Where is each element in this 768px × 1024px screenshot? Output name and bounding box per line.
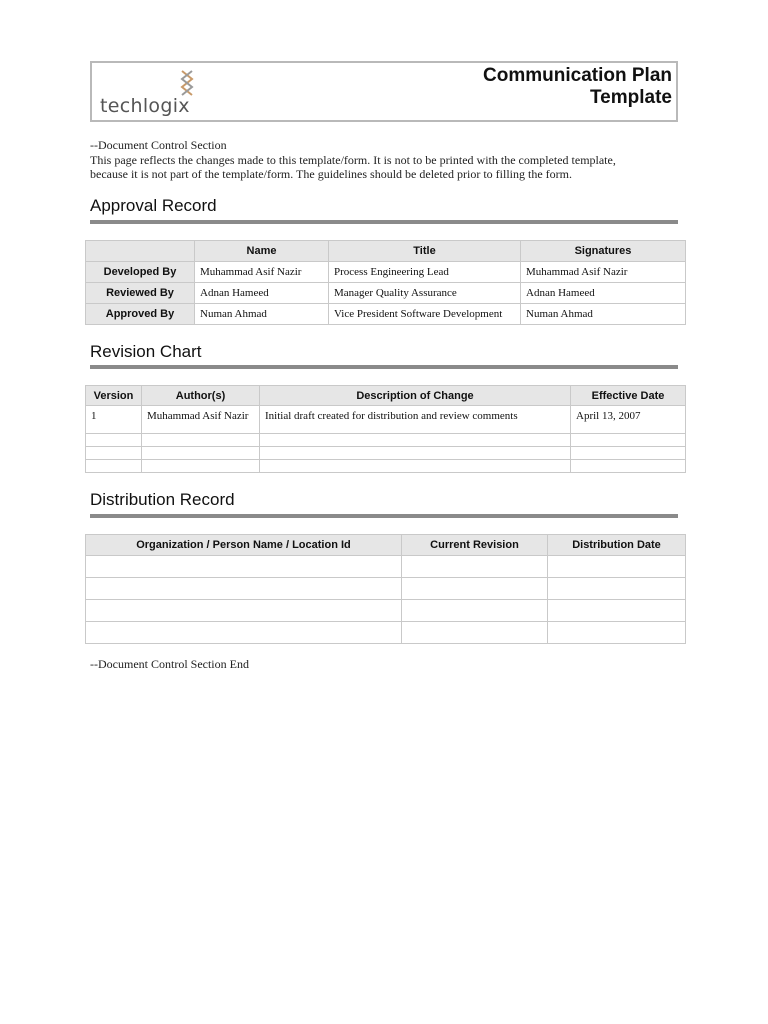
distribution-heading: Distribution Record	[90, 490, 235, 509]
revision-cell	[402, 556, 548, 578]
name-cell: Numan Ahmad	[195, 304, 329, 325]
version-cell	[86, 447, 142, 460]
author-cell: Muhammad Asif Nazir	[142, 406, 260, 434]
org-cell	[86, 578, 402, 600]
table-row	[86, 556, 686, 578]
signature-cell: Muhammad Asif Nazir	[521, 262, 686, 283]
date-cell	[548, 556, 686, 578]
column-header: Signatures	[521, 241, 686, 262]
table-row	[86, 622, 686, 644]
approval-header-row	[86, 241, 686, 262]
revision-cell	[402, 622, 548, 644]
column-header: Organization / Person Name / Location Id	[86, 535, 402, 556]
document-header	[90, 61, 678, 122]
distribution-rule	[90, 514, 678, 518]
column-header: Name	[195, 241, 329, 262]
version-cell: 1	[86, 406, 142, 434]
org-cell	[86, 600, 402, 622]
author-cell	[142, 460, 260, 473]
table-row	[86, 262, 686, 283]
column-header: Author(s)	[142, 386, 260, 406]
revision-header-row	[86, 386, 686, 406]
revision-rule	[90, 365, 678, 369]
title-cell: Manager Quality Assurance	[329, 283, 521, 304]
date-cell	[571, 434, 686, 447]
table-row	[86, 600, 686, 622]
org-cell	[86, 622, 402, 644]
author-cell	[142, 447, 260, 460]
intro-line-1: --Document Control Section	[90, 138, 227, 152]
column-header: Version	[86, 386, 142, 406]
description-cell: Initial draft created for distribution and review comments	[260, 406, 571, 434]
date-cell	[548, 622, 686, 644]
table-row	[86, 578, 686, 600]
column-header: Description of Change	[260, 386, 571, 406]
company-logo	[98, 67, 208, 119]
date-cell	[571, 447, 686, 460]
column-header: Effective Date	[571, 386, 686, 406]
org-cell	[86, 556, 402, 578]
version-cell	[86, 434, 142, 447]
name-cell: Muhammad Asif Nazir	[195, 262, 329, 283]
signature-cell: Adnan Hameed	[521, 283, 686, 304]
title-cell: Vice President Software Development	[329, 304, 521, 325]
table-row	[86, 283, 686, 304]
row-label: Reviewed By	[86, 283, 195, 304]
distribution-header-row	[86, 535, 686, 556]
approval-heading: Approval Record	[90, 196, 217, 215]
table-row	[86, 447, 686, 460]
table-row	[86, 406, 686, 434]
column-header: Current Revision	[402, 535, 548, 556]
description-cell	[260, 447, 571, 460]
table-row	[86, 434, 686, 447]
intro-line-2: This page reflects the changes made to this template/form. It is not to be printed with the completed template,	[90, 152, 616, 167]
title-line-2: Template	[589, 87, 672, 108]
version-cell	[86, 460, 142, 473]
section-end-note: --Document Control Section End	[90, 657, 249, 671]
intro-line-3: because it is not part of the template/form. The guidelines should be deleted prior to filling the form.	[90, 167, 572, 182]
column-header	[86, 241, 195, 262]
intro-text	[90, 138, 690, 182]
revision-cell	[402, 578, 548, 600]
date-cell	[571, 460, 686, 473]
row-label: Developed By	[86, 262, 195, 283]
title-line-1: Communication Plan	[483, 65, 672, 86]
revision-heading: Revision Chart	[90, 342, 202, 361]
date-cell	[548, 600, 686, 622]
revision-table	[85, 385, 686, 473]
logo-text: techlogix	[100, 95, 190, 117]
document-title	[483, 65, 672, 109]
distribution-table	[85, 534, 686, 644]
date-cell	[548, 578, 686, 600]
title-cell: Process Engineering Lead	[329, 262, 521, 283]
date-cell: April 13, 2007	[571, 406, 686, 434]
table-row	[86, 460, 686, 473]
revision-cell	[402, 600, 548, 622]
table-row	[86, 304, 686, 325]
description-cell	[260, 460, 571, 473]
author-cell	[142, 434, 260, 447]
name-cell: Adnan Hameed	[195, 283, 329, 304]
signature-cell: Numan Ahmad	[521, 304, 686, 325]
column-header: Title	[329, 241, 521, 262]
column-header: Distribution Date	[548, 535, 686, 556]
approval-table	[85, 240, 686, 325]
description-cell	[260, 434, 571, 447]
row-label: Approved By	[86, 304, 195, 325]
approval-rule	[90, 220, 678, 224]
